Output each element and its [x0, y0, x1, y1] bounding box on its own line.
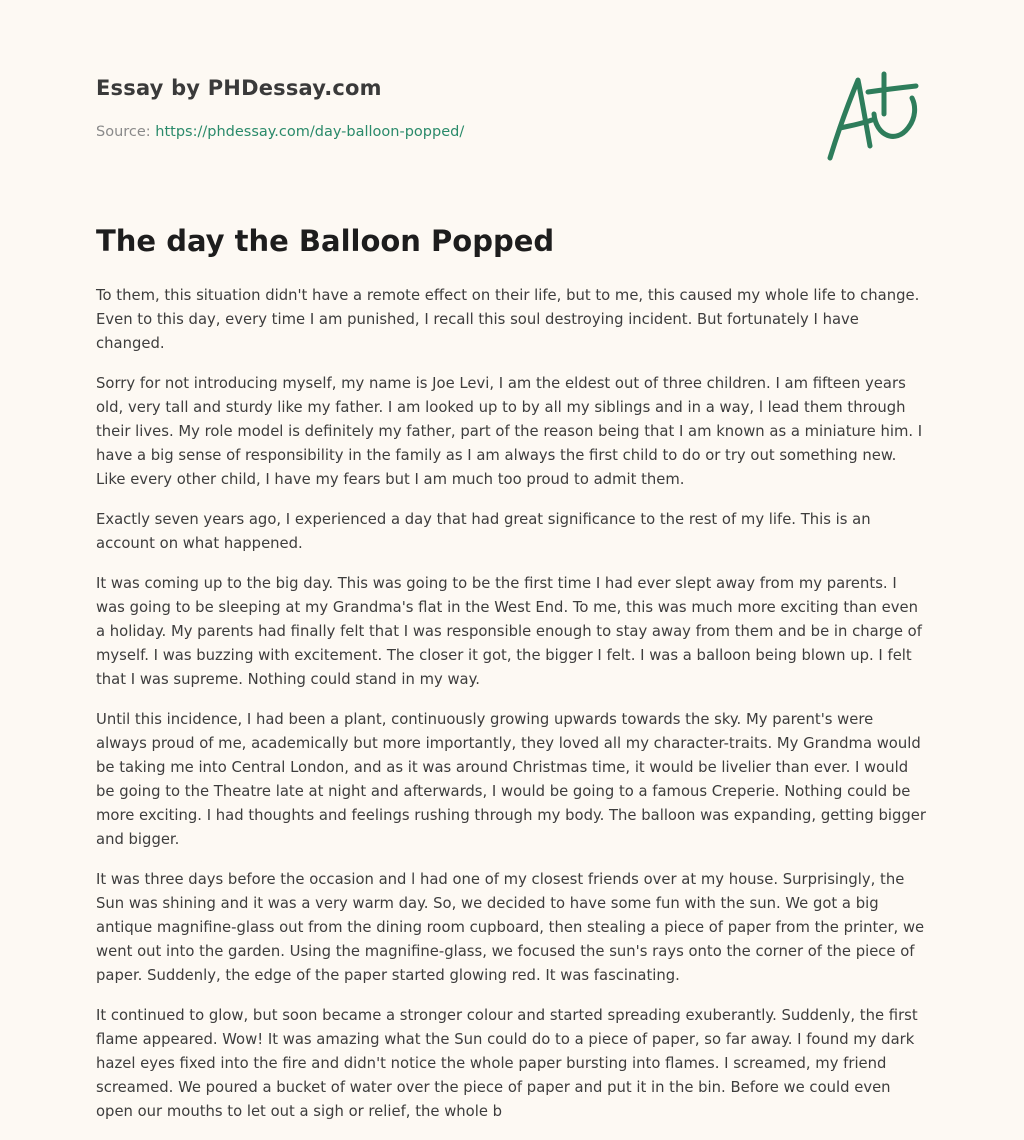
site-brand-title: Essay by PHDessay.com [96, 76, 382, 100]
source-link[interactable]: https://phdessay.com/day-balloon-popped/ [155, 124, 465, 140]
source-line [96, 124, 464, 140]
essay-paragraph: It was coming up to the big day. This was going to be the first time I had ever slept away from my parents. I was going to be sleeping at my Grandma's flat in the West End. To me, this was much more exciting than even a holiday. My parents had finally felt that I was responsible enough to stay away from them and be in charge of myself. I was buzzing with excitement. The closer it got, the bigger I felt. I was a balloon being blown up. I felt that I was supreme. Nothing could stand in my way. [96, 575, 922, 688]
source-label: Source: [96, 124, 151, 140]
essay-paragraph: It continued to glow, but soon became a stronger colour and started spreading exuberantly. Suddenly, the first flame appeared. Wow! It was amazing what the Sun could do to a piece of paper, so far away. I found my dark hazel eyes fixed into the fire and didn't notice the whole paper bursting into flames. I screamed, my friend screamed. We poured a bucket of water over the piece of paper and put it in the bin. Before we could even open our mouths to let out a sigh or relief, the whole b [96, 1007, 918, 1120]
essay-paragraph: Exactly seven years ago, I experienced a day that had great significance to the rest of my life. This is an account on what happened. [96, 511, 871, 552]
essay-paragraph: Sorry for not introducing myself, my name is Joe Levi, I am the eldest out of three children. I am fifteen years old, very tall and sturdy like my father. I am looked up to by all my siblings and in a way, l lead them through their lives. My role model is definitely my father, part of the reason being that I am known as a miniature him. I have a big sense of responsibility in the family as I am always the first child to do or try out something new. Like every other child, I have my fears but I am much too proud to admit them. [96, 375, 923, 488]
essay-paragraph: To them, this situation didn't have a remote effect on their life, but to me, this caused my whole life to change. Even to this day, every time I am punished, I recall this soul destroying incident. But fortunately I have changed. [96, 287, 920, 352]
essay-paragraph: It was three days before the occasion and l had one of my closest friends over at my house. Surprisingly, the Sun was shining and it was a very warm day. So, we decided to have some fun with the sun. We got a big antique magnifine-glass out from the dining room cupboard, then stealing a piece of paper from the printer, we went out into the garden. Using the magnifine-glass, we focused the sun's rays onto the corner of the piece of paper. Suddenly, the edge of the paper started glowing red. It was fascinating. [96, 871, 925, 984]
essay-paragraph: Until this incidence, I had been a plant, continuously growing upwards towards the sky. My parent's were always proud of me, academically but more importantly, they loved all my character-traits. My Grandma would be taking me into Central London, and as it was around Christmas time, it would be livelier than ever. I would be going to the Theatre late at night and afterwards, I would be going to a famous Creperie. Nothing could be more exciting. I had thoughts and feelings rushing through my body. The balloon was expanding, getting bigger and bigger. [96, 711, 926, 848]
essay-body [96, 284, 928, 1140]
essay-title: The day the Balloon Popped [96, 224, 555, 258]
a-plus-grade-logo-icon [824, 66, 928, 166]
